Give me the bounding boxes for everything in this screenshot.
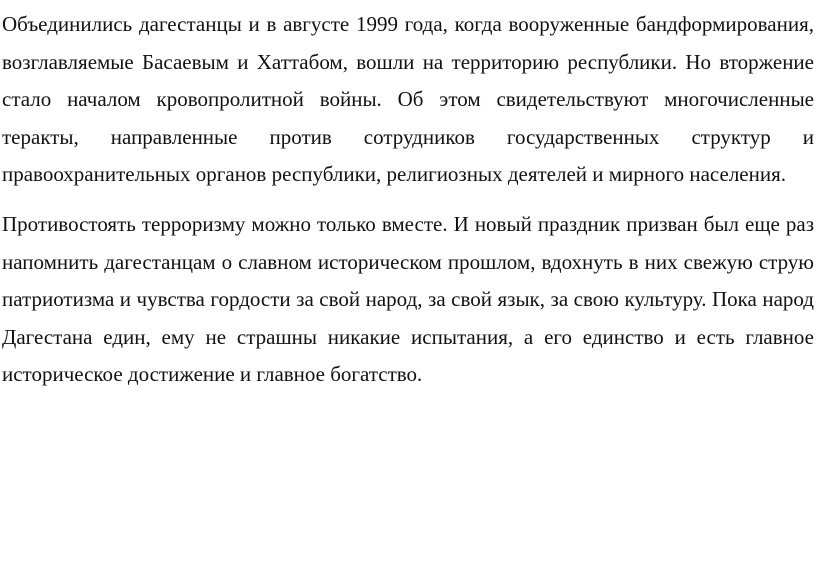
paragraph-invasion: Объединились дагестанцы и в августе 1999 года, когда вооруженные бандформирования, возглавляемые Басаевым и Хаттабом, вошли на территорию республики. Но вторжение стало началом кровопролитной войны. Об этом свидетельствуют многочисленные теракты, направленные против сотрудников государственных структур и правоохранительных органов республики, религиозных деятелей и мирного населения. bbox=[2, 12, 814, 187]
paragraph-unity: Противостоять терроризму можно только вместе. И новый праздник призван был еще раз напомнить дагестанцам о славном историческом прошлом, вдохнуть в них свежую струю патриотизма и чувства гордости за свой народ, за свой язык, за свою культуру. Пока народ Дагестана един, ему не страшны никакие испытания, а его единство и есть главное историческое достижение и главное богатство. bbox=[2, 211, 814, 387]
